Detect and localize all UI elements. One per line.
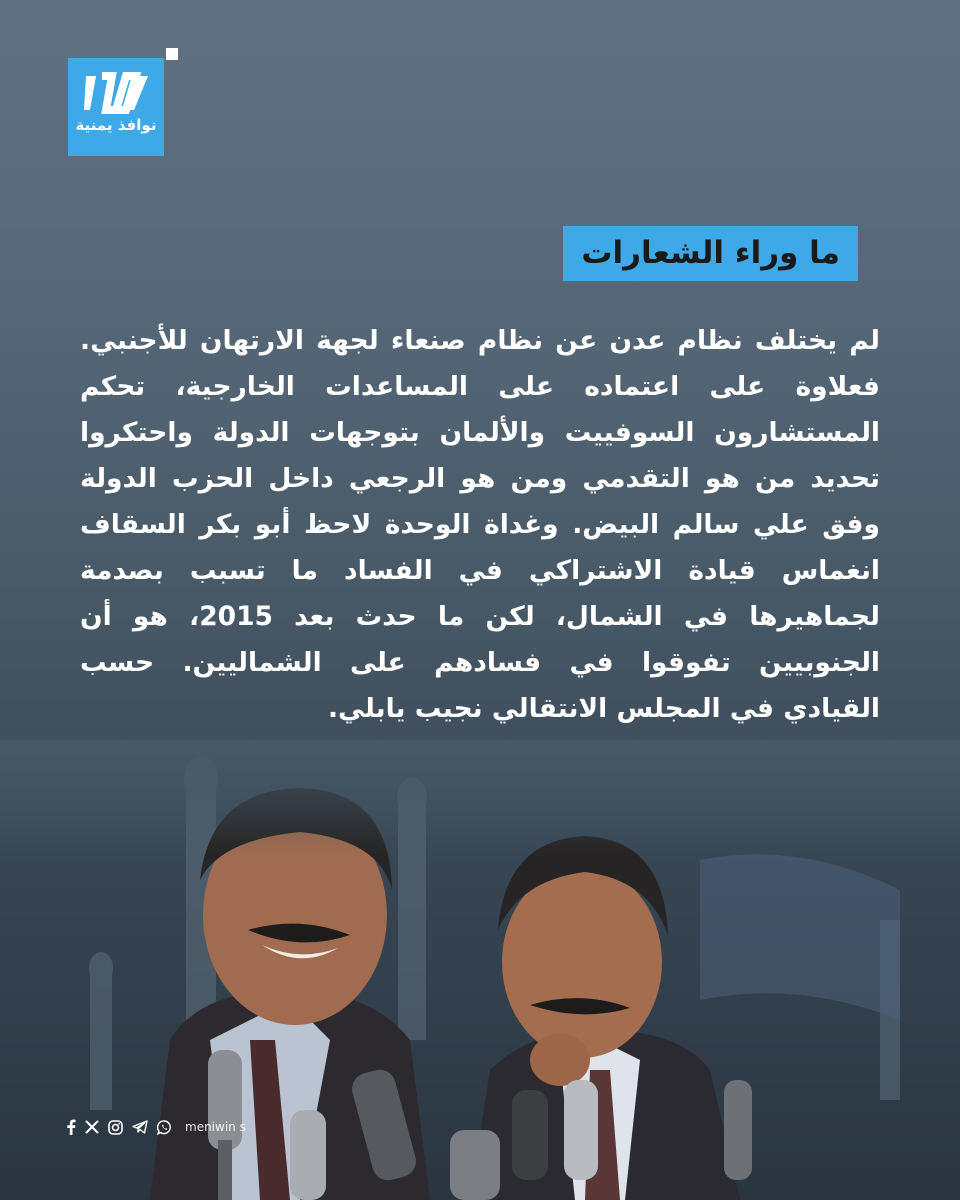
body-line: لم يختلف نظام عدن عن نظام صنعاء لجهة الارتهان للأجنبي. bbox=[80, 325, 880, 356]
facebook-icon[interactable] bbox=[66, 1119, 76, 1135]
social-handle[interactable]: meniwin s bbox=[185, 1120, 246, 1134]
brand-mark-icon bbox=[82, 70, 150, 114]
brand-logo bbox=[68, 58, 164, 156]
x-icon[interactable] bbox=[85, 1120, 99, 1134]
instagram-icon[interactable] bbox=[108, 1120, 123, 1135]
telegram-icon[interactable] bbox=[132, 1120, 148, 1134]
logo-accent-dot bbox=[166, 48, 178, 60]
body-line: تحديد من هو التقدمي ومن هو الرجعي داخل الحزب الدولة bbox=[80, 463, 880, 494]
body-line: لجماهيرها في الشمال، لكن ما حدث بعد 2015، هو أن bbox=[80, 601, 880, 632]
whatsapp-icon[interactable] bbox=[157, 1120, 172, 1135]
body-line: انغماس قيادة الاشتراكي في الفساد ما تسبب بصدمة bbox=[80, 555, 880, 586]
brand-name: نوافذ يمنية bbox=[75, 116, 157, 134]
section-heading: ما وراء الشعارات bbox=[563, 226, 858, 281]
body-line: الجنوبيين تفوقوا في فسادهم على الشماليين. حسب bbox=[80, 647, 880, 678]
body-line: وفق علي سالم البيض. وغداة الوحدة لاحظ أبو بكر السقاف bbox=[80, 509, 880, 540]
body-line: فعلاوة على اعتماده على المساعدات الخارجية، تحكم bbox=[80, 371, 880, 402]
body-line: القيادي في المجلس الانتقالي نجيب يابلي. bbox=[327, 693, 880, 724]
body-line: المستشارون السوفييت والألمان بتوجهات الدولة واحتكروا bbox=[80, 417, 880, 448]
article-body bbox=[80, 318, 880, 732]
social-links bbox=[66, 1116, 246, 1138]
